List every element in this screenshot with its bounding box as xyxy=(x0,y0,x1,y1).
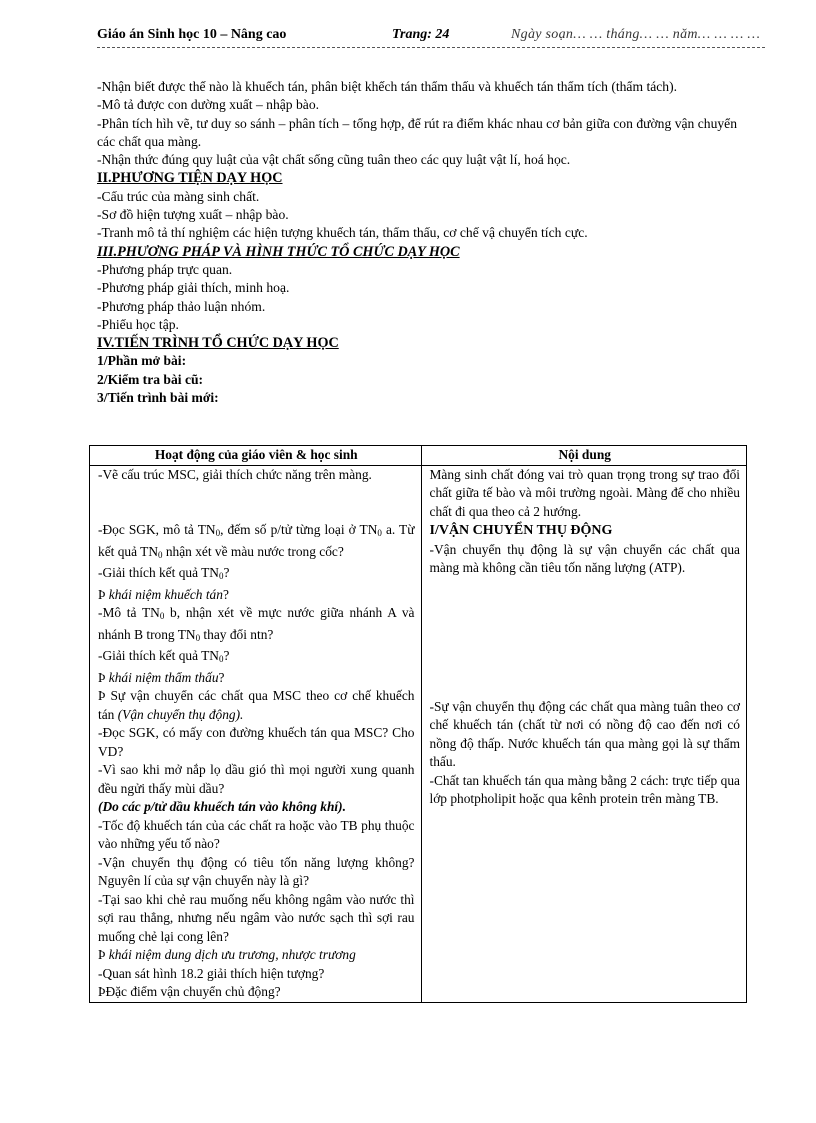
activity-item: -Giải thích kết quả $TN_0$? xyxy=(98,565,230,581)
section-3-title: III.PHƯƠNG PHÁP VÀ HÌNH THỨC TỔ CHỨC DẠY HỌC xyxy=(97,243,460,260)
section-3-item: -Phương pháp thảo luận nhóm. xyxy=(97,298,266,314)
section-3-item: -Phương pháp trực quan. xyxy=(97,261,233,277)
table-header-row xyxy=(90,446,747,466)
activity-item: -Quan sát hình 18.2 giải thích hiện tượng? xyxy=(98,965,325,981)
content-header: Nội dung xyxy=(421,446,747,466)
lesson-table xyxy=(89,445,747,1003)
activity-item: -Đọc SGK, mô tả $TN_0$, đếm số p/tử từng loại ở $TN_0$ a. Từ kết quả $TN_0$ nhận xét về màu nước trong cốc? xyxy=(98,522,415,560)
section-2-title: II.PHƯƠNG TIỆN DẠY HỌC xyxy=(97,170,283,187)
objective-1: -Nhận biết được thế nào là khuếch tán, phân biệt khếch tán thẩm thấu và khuếch tán thẩm tích (thẩm tách). xyxy=(97,79,678,94)
activity-note: (Do các p/tử dầu khuếch tán vào không khí). xyxy=(98,799,346,814)
section-3-item: -Phương pháp giải thích, minh hoạ. xyxy=(97,280,290,296)
activity-item: Þ khái niệm thẩm thấu? xyxy=(98,669,225,685)
table-row xyxy=(90,465,747,1002)
activity-item: -Tốc độ khuếch tán của các chất ra hoặc vào TB phụ thuộc vào những yếu tố nào? xyxy=(98,817,415,851)
content-item: -Chất tan khuếch tán qua màng bằng 2 cách: trực tiếp qua lớp photpholipit hoặc qua kênh protein trên màng TB. xyxy=(429,772,740,806)
step-new-lesson: 3/Tiến trình bài mới: xyxy=(97,390,219,406)
section-2-item: -Sơ đồ hiện tượng xuất – nhập bào. xyxy=(97,207,289,223)
lesson-body xyxy=(97,78,737,407)
teacher-activity-header: Hoạt động của giáo viên & học sinh xyxy=(90,446,422,466)
activity-item: -Vận chuyển thụ động có tiêu tốn năng lượng không? Nguyên lí của sự vận chuyển này là gì? xyxy=(98,854,415,888)
activity-item: -Tại sao khi chẻ rau muống nếu không ngâm vào nước thì sợi rau thẳng, nhưng nếu ngâm vào nước sạch thì sợi rau muống chẻ lại cong lên? xyxy=(98,891,415,944)
activity-item: Þ khái niệm khuếch tán? xyxy=(98,586,229,602)
section-4-title: IV.TIẾN TRÌNH TỔ CHỨC DẠY HỌC xyxy=(97,335,339,352)
header-page-number: Trang: 24 xyxy=(392,27,450,42)
activity-item: -Mô tả $TN_0$ b, nhận xét về mực nước giữa nhánh A và nhánh B trong $TN_0$ thay đổi ntn? xyxy=(98,605,415,643)
teacher-activity-cell xyxy=(90,465,422,1002)
objective-3: -Phân tích hìh vẽ, tư duy so sánh – phân tích – tổng hợp, để rút ra điểm khác nhau cơ bản giữa con đường vận chuyển các chất qua màng. xyxy=(97,115,737,149)
activity-item: -Đọc SGK, có mấy con đường khuếch tán qua MSC? Cho VD? xyxy=(98,725,415,759)
objective-2: -Mô tả được con dường xuất – nhập bào. xyxy=(97,97,320,113)
content-heading: I/VẬN CHUYỂN THỤ ĐỘNG xyxy=(429,523,613,538)
activity-item: Þ khái niệm dung dịch ưu trương, nhược trương xyxy=(98,947,356,962)
section-2-item: -Cấu trúc của màng sinh chất. xyxy=(97,188,260,204)
content-item: Màng sinh chất đóng vai trò quan trọng trong sự trao đổi chất giữa tế bào và môi trường ngoài. Màng để cho nhiều chất đi qua theo cả 2 hướng. xyxy=(429,466,740,519)
activity-item: -Giải thích kết quả $TN_0$? xyxy=(98,648,230,664)
content-item: -Sự vận chuyển thụ động các chất qua màng tuân theo cơ chế khuếch tán (chất từ nơi có nồng độ cao đến nơi có nồng độ thấp. Nước khuếch tán qua màng gọi là sự thẩm thấu. xyxy=(429,698,740,769)
content-item: -Vận chuyển thụ động là sự vận chuyển các chất qua màng mà không cần tiêu tốn năng lượng (ATP). xyxy=(429,541,740,575)
section-2-item: -Tranh mô tả thí nghiệm các hiện tượng khuếch tán, thẩm thấu, cơ chế vậ chuyển tích cực. xyxy=(97,225,588,241)
objective-4: -Nhận thức đúng quy luật của vật chất sống cũng tuân theo các quy luật vật lí, hoá học. xyxy=(97,152,571,168)
page-header xyxy=(97,25,765,48)
header-title: Giáo án Sinh học 10 – Nâng cao xyxy=(97,27,287,42)
activity-item: -Vì sao khi mở nắp lọ dầu gió thì mọi người xung quanh đều ngửi thấy mùi dầu? xyxy=(98,762,415,796)
activity-item: ÞĐặc điểm vận chuyển chủ động? xyxy=(98,984,281,999)
content-cell xyxy=(421,465,747,1002)
section-3-item: -Phiếu học tập. xyxy=(97,316,179,332)
activity-item: Þ Sự vận chuyển các chất qua MSC theo cơ chế khuếch tán (Vận chuyển thụ động). xyxy=(98,688,415,722)
header-date: Ngày soạn… … tháng… … năm… … … … xyxy=(511,27,761,42)
step-review: 2/Kiểm tra bài cũ: xyxy=(97,371,204,387)
step-intro: 1/Phần mở bài: xyxy=(97,353,187,369)
activity-item: -Vẽ cấu trúc MSC, giải thích chức năng trên màng. xyxy=(98,466,372,482)
